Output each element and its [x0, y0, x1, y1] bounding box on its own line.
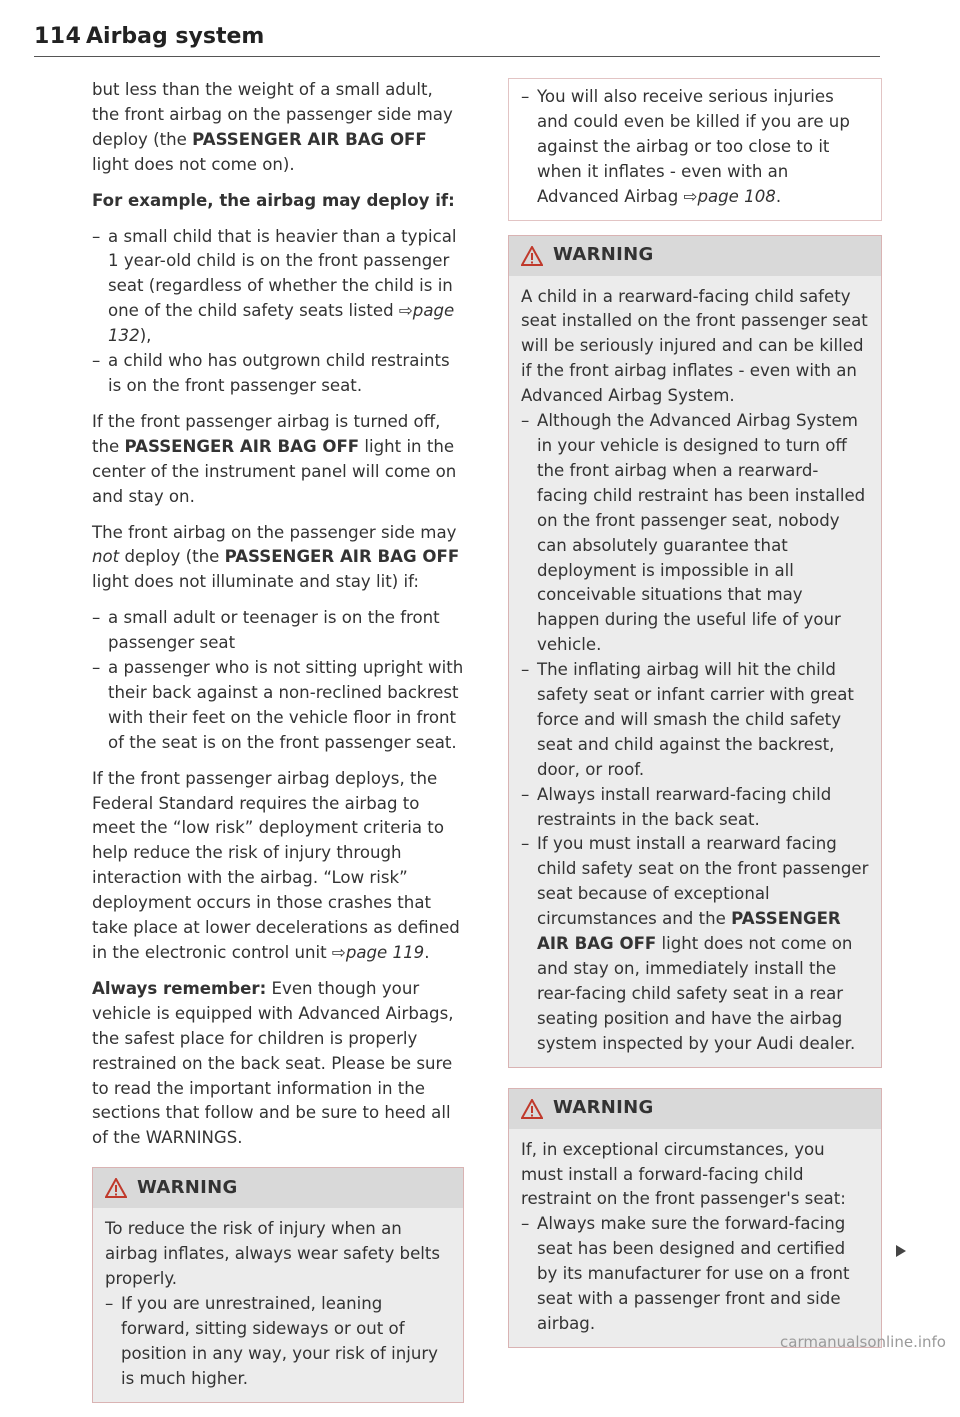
footer-watermark: carmanualsonline.info	[780, 1333, 946, 1351]
list-item: – Although the Advanced Airbag System in your vehicle is designed to turn off the front airbag when a rearward-facing child restraint has been installed on the front passenger seat, nobody can absolutely guarantee that deployment is impossible in all conceivable situations that may happen during the useful life of your vehicle.	[521, 409, 869, 658]
page-number: 114	[34, 24, 82, 49]
list-item: – If you must install a rearward facing child safety seat on the front passenger seat because of exceptional circumstances and the PASSENGER AIR BAG OFF light does not come on and stay on, immediately install the rear-facing child safety seat in a rear seating position and have the airbag system inspected by your Audi dealer.	[521, 832, 869, 1056]
warning-box	[508, 235, 882, 1068]
warning-header	[93, 1168, 463, 1208]
paragraph: but less than the weight of a small adult, the front airbag on the passenger side may deploy (the PASSENGER AIR BAG OFF light does not come on).	[92, 80, 453, 174]
list-item: – If you are unrestrained, leaning forward, sitting sideways or out of position in any way, your risk of injury is much higher.	[105, 1292, 451, 1392]
list-item: – a passenger who is not sitting upright with their back against a non-reclined backrest with their feet on the vehicle floor in front of the seat is on the front passenger seat.	[92, 656, 464, 756]
continue-arrow-icon	[896, 1245, 906, 1257]
list-item: – Always install rearward-facing child restraints in the back seat.	[521, 783, 869, 833]
list-item: – You will also receive serious injuries and could even be killed if you are up against the airbag or too close to it when it inflates - even with an Advanced Airbag ⇨page 108.	[521, 85, 869, 210]
deploy-list	[92, 225, 464, 399]
warning-list	[521, 85, 869, 210]
list-item: – a child who has outgrown child restraints is on the front passenger seat.	[92, 349, 464, 399]
warning-box	[508, 1088, 882, 1348]
list-item: – a small child that is heavier than a typical 1 year-old child is on the front passenger seat (regardless of whether the child is in one of the child safety seats listed ⇨page 132),	[92, 225, 464, 350]
warning-list	[521, 409, 869, 1057]
list-item: – Always make sure the forward-facing seat has been designed and certified by its manufacturer for use on a front seat with a passenger front and side airbag.	[521, 1212, 869, 1337]
warning-triangle-icon	[521, 246, 543, 266]
warning-box	[92, 1167, 464, 1402]
list-item: – a small adult or teenager is on the front passenger seat	[92, 606, 464, 656]
example-heading: For example, the airbag may deploy if:	[92, 190, 455, 210]
warning-list	[521, 1212, 869, 1337]
warning-text: If, in exceptional circumstances, you must install a forward-facing child restraint on the front passenger's seat:	[521, 1139, 846, 1209]
warning-triangle-icon	[105, 1178, 127, 1198]
warning-header	[509, 236, 881, 276]
warning-list	[105, 1292, 451, 1392]
page-link[interactable]: ⇨page 119	[331, 943, 425, 962]
warning-body	[509, 79, 881, 220]
warning-body	[509, 276, 881, 1067]
page-link[interactable]: ⇨page 132	[108, 301, 455, 346]
paragraph: If the front passenger airbag deploys, the Federal Standard requires the airbag to meet the “low risk” deployment criteria to help reduce the risk of injury through interaction with the airbag. “Low risk” deployment occurs in those crashes that take place at lower decelerations as defined in the electronic control unit ⇨page 119.	[92, 768, 460, 962]
right-column	[508, 78, 882, 1362]
warning-body	[509, 1129, 881, 1347]
warning-title: WARNING	[137, 1176, 238, 1198]
warning-body	[93, 1208, 463, 1401]
warning-header	[509, 1089, 881, 1129]
page-header	[34, 22, 880, 57]
warning-triangle-icon	[521, 1099, 543, 1119]
warning-title: WARNING	[553, 244, 654, 266]
paragraph: If the front passenger airbag is turned off, the PASSENGER AIR BAG OFF light in the center of the instrument panel will come on and stay on.	[92, 411, 457, 506]
list-item: – The inflating airbag will hit the child safety seat or infant carrier with great force and will smash the child safety seat and child against the backrest, door, or roof.	[521, 658, 869, 783]
paragraph: Always remember: Even though your vehicle is equipped with Advanced Airbags, the safest place for children is properly restrained on the back seat. Please be sure to read the important information in the sections that follow and be sure to heed all of the WARNINGS.	[92, 978, 454, 1148]
warning-text: To reduce the risk of injury when an airbag inflates, always wear safety belts properly.	[105, 1219, 441, 1289]
warning-continuation-box	[508, 78, 882, 221]
left-column	[92, 78, 464, 1417]
paragraph: The front airbag on the passenger side may not deploy (the PASSENGER AIR BAG OFF light does not illuminate and stay lit) if:	[92, 522, 460, 592]
page-link[interactable]: ⇨page 108	[683, 186, 776, 206]
section-title: Airbag system	[86, 24, 265, 49]
warning-title: WARNING	[553, 1097, 654, 1119]
warning-text: A child in a rearward-facing child safety seat installed on the front passenger seat will be seriously injured and can be killed if the front airbag inflates - even with an Advanced Airbag System.	[521, 286, 868, 406]
no-deploy-list	[92, 606, 464, 755]
